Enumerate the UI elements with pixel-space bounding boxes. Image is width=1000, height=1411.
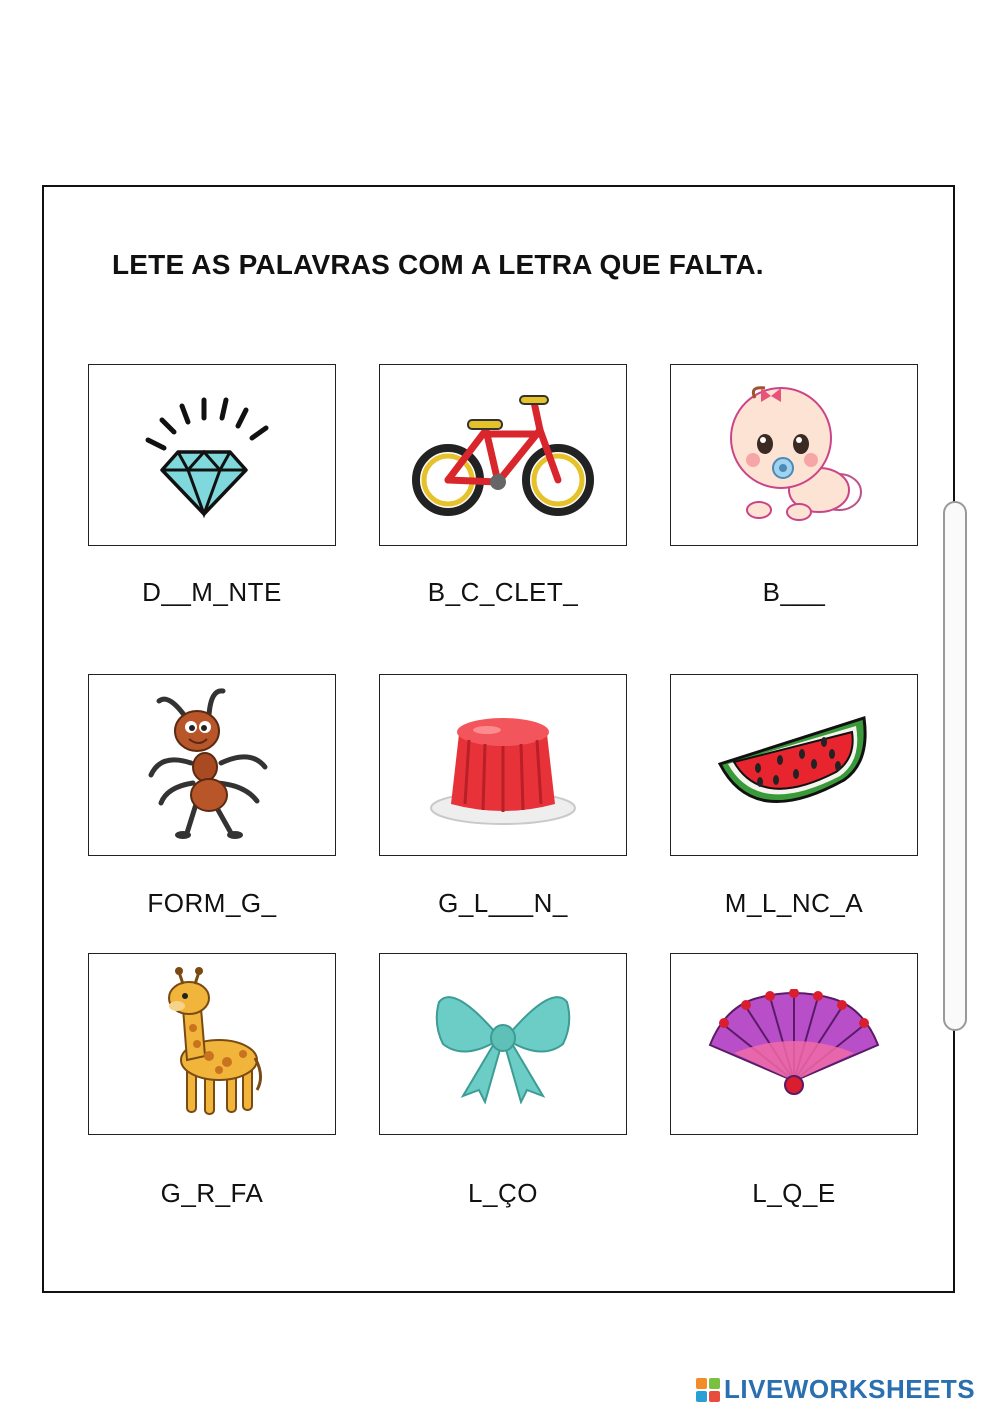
word-blank: M_L_NC_A xyxy=(724,888,864,918)
watermelon-icon xyxy=(714,710,874,820)
picture-card-ant xyxy=(88,674,336,856)
word-blank: L_ÇO xyxy=(468,1178,538,1208)
word-blank: FORM_G_ xyxy=(147,888,277,918)
giraffe-icon xyxy=(157,964,267,1124)
picture-card-bicycle xyxy=(379,364,627,546)
picture-card-baby xyxy=(670,364,918,546)
brand-logo xyxy=(696,1374,975,1405)
diamond-icon xyxy=(142,390,282,520)
vertical-scrollbar[interactable] xyxy=(943,501,967,1031)
word-blank: D__M_NTE xyxy=(142,577,282,607)
baby-icon xyxy=(719,380,869,530)
word-blank: L_Q_E xyxy=(752,1178,836,1208)
word-blank: B___ xyxy=(762,577,826,607)
instruction-title: LETE AS PALAVRAS COM A LETRA QUE FALTA. xyxy=(112,249,764,280)
picture-card-jelly xyxy=(379,674,627,856)
word-blank: B_C_CLET_ xyxy=(427,577,579,607)
picture-card-diamond xyxy=(88,364,336,546)
bow-icon xyxy=(433,984,573,1104)
picture-card-fan xyxy=(670,953,918,1135)
logo-squares-icon xyxy=(696,1378,720,1402)
picture-card-watermelon xyxy=(670,674,918,856)
bicycle-icon xyxy=(408,390,598,520)
word-blank: G_L___N_ xyxy=(438,888,568,918)
ant-icon xyxy=(147,683,277,848)
word-blank: G_R_FA xyxy=(160,1178,264,1208)
picture-card-giraffe xyxy=(88,953,336,1135)
jelly-icon xyxy=(423,700,583,830)
fan-icon xyxy=(704,989,884,1099)
brand-name: LIVEWORKSHEETS xyxy=(724,1374,976,1404)
picture-card-bow xyxy=(379,953,627,1135)
